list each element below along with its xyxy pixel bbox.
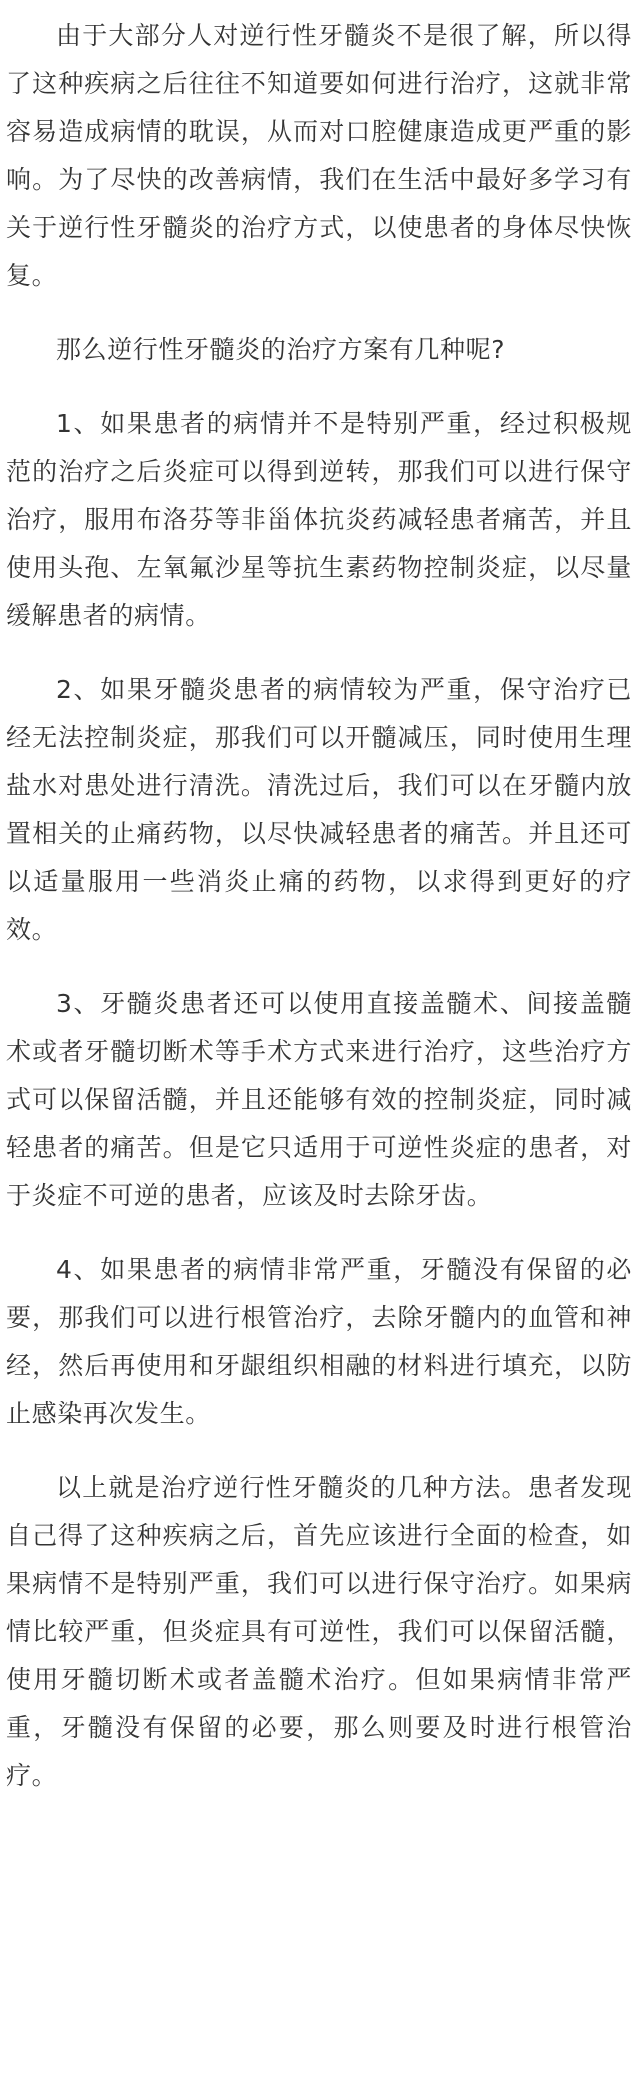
method-4-paragraph: 4、如果患者的病情非常严重，牙髓没有保留的必要，那我们可以进行根管治疗，去除牙髓内的血管和神经，然后再使用和牙龈组织相融的材料进行填充，以防止感染再次发生。	[6, 1255, 632, 1428]
method-3-paragraph: 3、牙髓炎患者还可以使用直接盖髓术、间接盖髓术或者牙髓切断术等手术方式来进行治疗，这些治疗方式可以保留活髓，并且还能够有效的控制炎症，同时减轻患者的痛苦。但是它只适用于可逆性炎症的患者，对于炎症不可逆的患者，应该及时去除牙齿。	[6, 989, 632, 1210]
method-1-paragraph: 1、如果患者的病情并不是特别严重，经过积极规范的治疗之后炎症可以得到逆转，那我们可以进行保守治疗，服用布洛芬等非甾体抗炎药减轻患者痛苦，并且使用头孢、左氧氟沙星等抗生素药物控制炎症，以尽量缓解患者的病情。	[6, 409, 632, 630]
method-2-paragraph: 2、如果牙髓炎患者的病情较为严重，保守治疗已经无法控制炎症，那我们可以开髓减压，同时使用生理盐水对患处进行清洗。清洗过后，我们可以在牙髓内放置相关的止痛药物，以尽快减轻患者的痛苦。并且还可以适量服用一些消炎止痛的药物，以求得到更好的疗效。	[6, 675, 632, 944]
intro-paragraph: 由于大部分人对逆行性牙髓炎不是很了解，所以得了这种疾病之后往往不知道要如何进行治疗，这就非常容易造成病情的耽误，从而对口腔健康造成更严重的影响。为了尽快的改善病情，我们在生活中最好多学习有关于逆行性牙髓炎的治疗方式，以使患者的身体尽快恢复。	[6, 21, 632, 290]
question-paragraph: 那么逆行性牙髓炎的治疗方案有几种呢?	[56, 335, 506, 364]
summary-paragraph: 以上就是治疗逆行性牙髓炎的几种方法。患者发现自己得了这种疾病之后，首先应该进行全面的检查，如果病情不是特别严重，我们可以进行保守治疗。如果病情比较严重，但炎症具有可逆性，我们可以保留活髓，使用牙髓切断术或者盖髓术治疗。但如果病情非常严重，牙髓没有保留的必要，那么则要及时进行根管治疗。	[6, 1473, 632, 1790]
